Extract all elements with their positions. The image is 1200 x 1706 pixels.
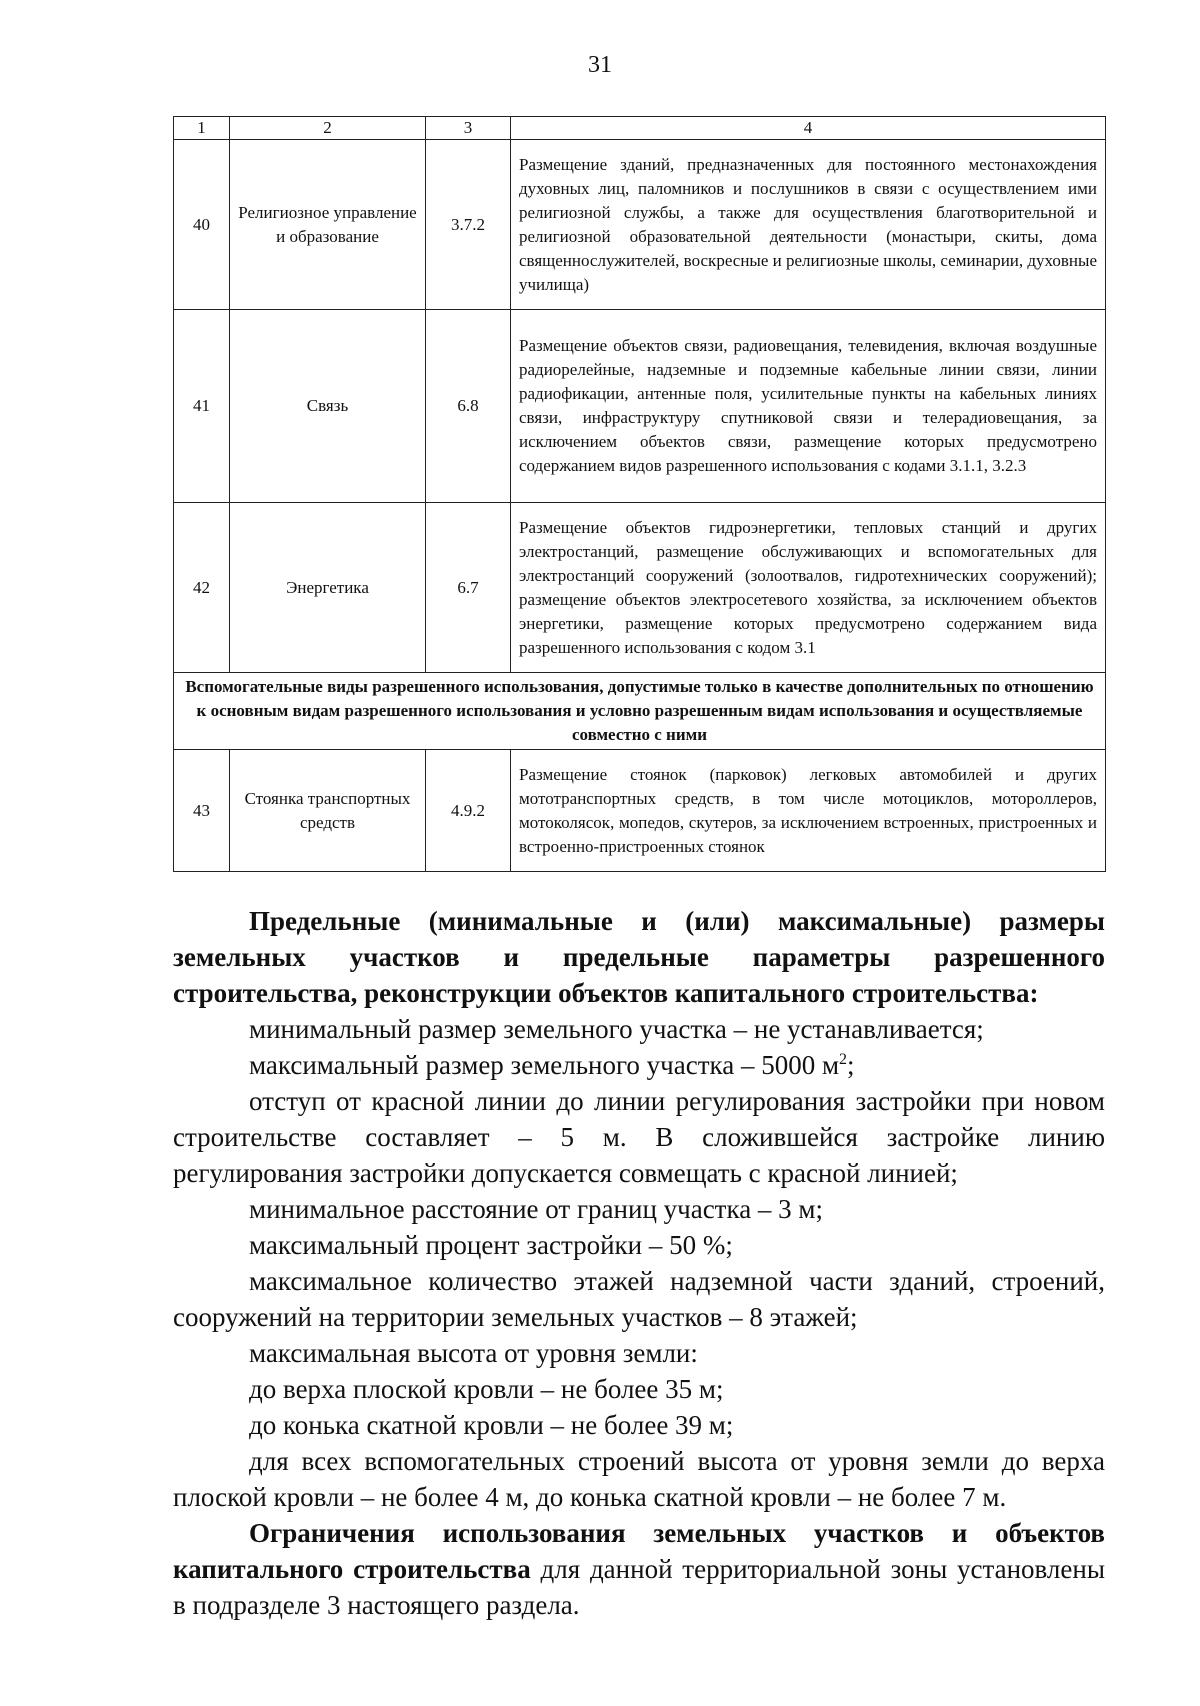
table-row xyxy=(174,140,1106,310)
limits-heading: Предельные (минимальные и (или) максимальные) размеры земельных участков и предельные параметры разрешенного строительства, реконструкции объектов капитального строительства: xyxy=(173,906,1105,1008)
body-text xyxy=(173,903,1105,1623)
auxiliary-buildings-limit: для всех вспомогательных строений высота от уровня земли до верха плоской кровли – не более 4 м, до конька скатной кровли – не более 7 м. xyxy=(173,1446,1105,1512)
use-type-name: Связь xyxy=(230,310,426,503)
row-number: 42 xyxy=(174,503,230,673)
row-number: 40 xyxy=(174,140,230,310)
max-plot-superscript: 2 xyxy=(839,1051,848,1068)
max-plot-size xyxy=(173,1047,1105,1083)
table-row xyxy=(174,310,1106,503)
section-header-row xyxy=(174,673,1106,750)
pitched-roof-limit: до конька скатной кровли – не более 39 м; xyxy=(249,1410,734,1440)
max-floors: максимальное количество этажей надземной части зданий, строений, сооружений на территории земельных участков – 8 этажей; xyxy=(173,1266,1105,1332)
row-number: 43 xyxy=(174,750,230,872)
page-number: 31 xyxy=(588,52,612,78)
use-type-code: 3.7.2 xyxy=(426,140,511,310)
max-coverage: максимальный процент застройки – 50 %; xyxy=(249,1230,733,1260)
restrictions-paragraph xyxy=(173,1515,1105,1623)
auxiliary-uses-heading: Вспомогательные виды разрешенного использования, допустимые только в качестве дополнительных по отношению к основным видам разрешенного использования и условно разрешенным видам использования и осуществляемые совместно с ними xyxy=(174,673,1106,750)
use-type-description: Размещение зданий, предназначенных для постоянного местонахождения духовных лиц, паломников и послушников в связи с осуществлением ими религиозной службы, а также для осуществления благотворительной и религиозной образовательной деятельности (монастыри, скиты, дома священнослужителей, воскресные и религиозные школы, семинарии, духовные училища) xyxy=(511,140,1106,310)
max-plot-text: максимальный размер земельного участка – 5000 м xyxy=(249,1050,840,1080)
use-type-description: Размещение стоянок (парковок) легковых автомобилей и других мототранспортных средств, в том числе мотоциклов, мотороллеров, мотоколясок, мопедов, скутеров, за исключением встроенных, пристроенных и встроенно-пристроенных стоянок xyxy=(511,750,1106,872)
table-row xyxy=(174,750,1106,872)
use-type-name: Религиозное управление и образование xyxy=(230,140,426,310)
max-height-intro: максимальная высота от уровня земли: xyxy=(249,1338,698,1368)
table-header-row xyxy=(174,117,1106,140)
min-plot-size: минимальный размер земельного участка – не устанавливается; xyxy=(249,1014,984,1044)
table-row xyxy=(174,503,1106,673)
column-header: 4 xyxy=(511,117,1106,140)
use-type-description: Размещение объектов гидроэнергетики, тепловых станций и других электростанций, размещение обслуживающих и вспомогательных для электростанций сооружений (золоотвалов, гидротехнических сооружений); размещение объектов электросетевого хозяйства, за исключением объектов энергетики, размещение которых предусмотрено содержанием вида разрешенного использования с кодом 3.1 xyxy=(511,503,1106,673)
flat-roof-limit: до верха плоской кровли – не более 35 м; xyxy=(249,1374,724,1404)
setback-rule: отступ от красной линии до линии регулирования застройки при новом строительстве составляет – 5 м. В сложившейся застройке линию регулирования застройки допускается совмещать с красной линией; xyxy=(173,1086,1105,1188)
restrictions-bold: Ограничения использования земельных участков и объектов капитального строительства xyxy=(173,1518,1105,1584)
min-distance: минимальное расстояние от границ участка – 3 м; xyxy=(249,1194,824,1224)
max-plot-end: ; xyxy=(847,1050,855,1080)
use-type-name: Энергетика xyxy=(230,503,426,673)
use-type-description: Размещение объектов связи, радиовещания, телевидения, включая воздушные радиорелейные, надземные и подземные кабельные линии связи, линии радиофикации, антенные поля, усилительные пункты на кабельных линиях связи, инфраструктуру спутниковой связи и телерадиовещания, за исключением объектов связи, размещение которых предусмотрено содержанием видов разрешенного использования с кодами 3.1.1, 3.2.3 xyxy=(511,310,1106,503)
column-header: 3 xyxy=(426,117,511,140)
use-type-code: 6.8 xyxy=(426,310,511,503)
use-type-code: 6.7 xyxy=(426,503,511,673)
row-number: 41 xyxy=(174,310,230,503)
column-header: 2 xyxy=(230,117,426,140)
use-type-name: Стоянка транспортных средств xyxy=(230,750,426,872)
restrictions-rest: для данной территориальной зоны установлены в подразделе 3 настоящего раздела. xyxy=(173,1554,1105,1620)
use-type-code: 4.9.2 xyxy=(426,750,511,872)
column-header: 1 xyxy=(174,117,230,140)
land-use-table xyxy=(173,116,1106,872)
